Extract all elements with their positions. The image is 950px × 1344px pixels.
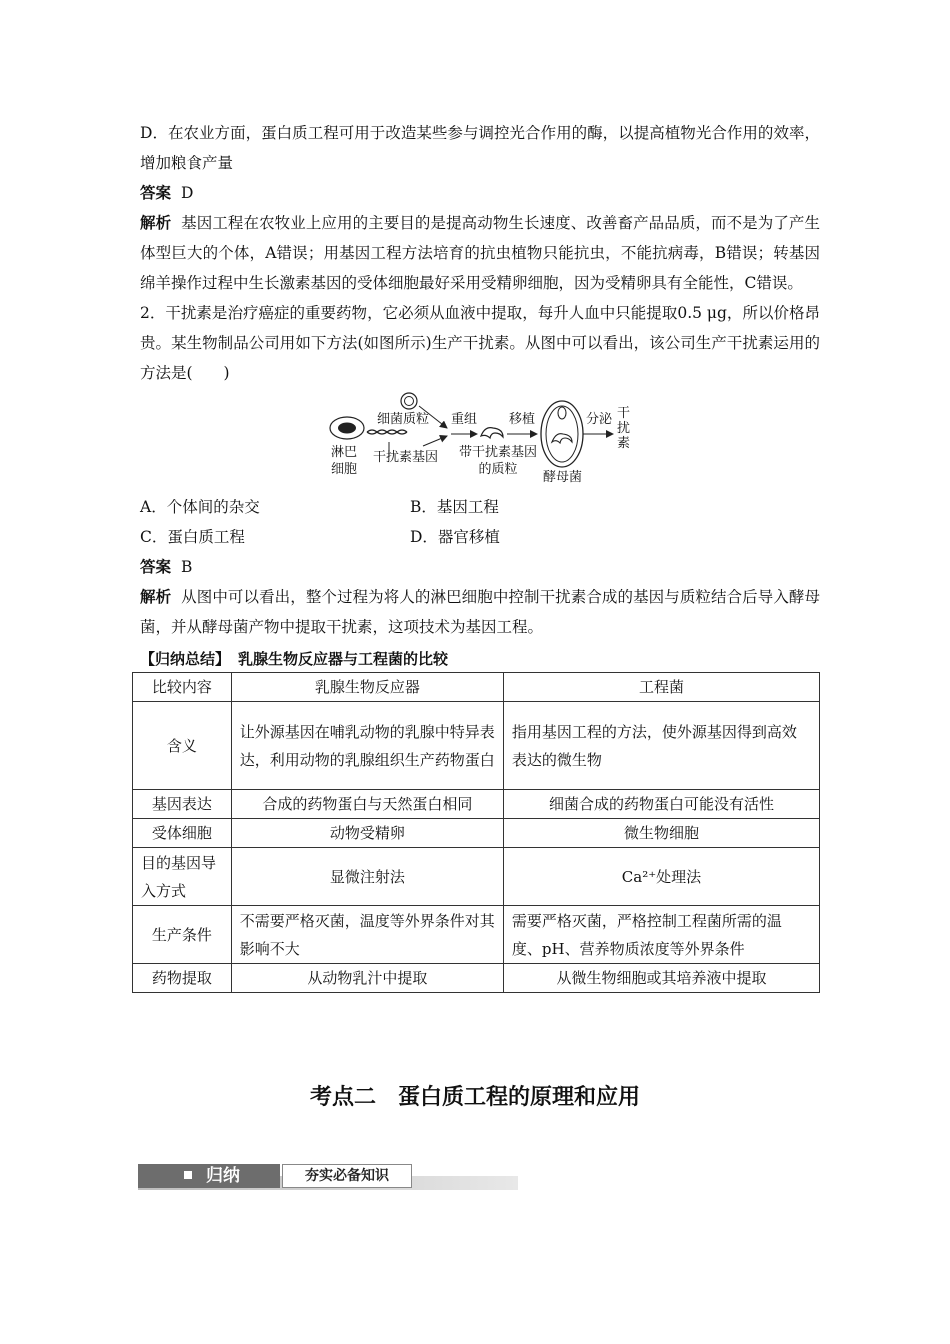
table-cell: 合成的药物蛋白与天然蛋白相同 — [231, 790, 503, 819]
section-banner — [138, 1162, 518, 1192]
answer-value: B — [181, 558, 193, 576]
q2-options-row-1 — [140, 492, 820, 522]
banner-left — [138, 1164, 280, 1188]
document-body — [140, 118, 820, 993]
table-cell: 需要严格灭菌，严格控制工程菌所需的温度、pH、营养物质浓度等外界条件 — [503, 906, 819, 964]
answer-value: D — [181, 184, 194, 202]
square-bullet-icon — [184, 1171, 192, 1179]
q2-option-a: A．个体间的杂交 — [140, 498, 260, 516]
analysis-text: 从图中可以看出，整个过程为将人的淋巴细胞中控制干扰素合成的基因与质粒结合后导入酵母菌，并从酵母菌产物中提取干扰素，这项技术为基因工程。 — [140, 588, 820, 636]
analysis-label: 解析 — [140, 214, 172, 232]
answer-label: 答案 — [140, 184, 172, 202]
row-label: 目的基因导入方式 — [133, 848, 232, 906]
row-label: 含义 — [133, 702, 232, 790]
table-cell: 从动物乳汁中提取 — [231, 964, 503, 993]
table-row — [133, 848, 820, 906]
label-plasmid: 细菌质粒 — [377, 412, 430, 427]
table-cell: 不需要严格灭菌，温度等外界条件对其影响不大 — [231, 906, 503, 964]
q2-options-row-2 — [140, 522, 820, 552]
q1-analysis — [140, 208, 820, 298]
label-lymph-cell: 淋巴细胞 — [331, 445, 358, 477]
table-cell: 从微生物细胞或其培养液中提取 — [503, 964, 819, 993]
table-cell: 显微注射法 — [231, 848, 503, 906]
interferon-process-diagram — [327, 390, 647, 490]
label-recombinant-plasmid: 带干扰素基因的质粒 — [458, 445, 537, 477]
nucleus-icon — [338, 423, 356, 434]
row-label: 基因表达 — [133, 790, 232, 819]
label-transplant: 移植 — [509, 412, 536, 427]
label-recombine: 重组 — [451, 412, 478, 427]
table-cell: 细菌合成的药物蛋白可能没有活性 — [503, 790, 819, 819]
label-gene: 干扰素基因 — [373, 450, 439, 465]
row-label: 受体细胞 — [133, 819, 232, 848]
analysis-text: 基因工程在农牧业上应用的主要目的是提高动物生长速度、改善畜产品品质，而不是为了产生体型巨大的个体，A错误；用基因工程方法培育的抗虫植物只能抗虫，不能抗病毒，B错误；转基因绵羊操作过程中生长激素基因的受体细胞最好采用受精卵细胞，因为受精卵具有全能性，C错误。 — [140, 214, 820, 292]
table-cell: 让外源基因在哺乳动物的乳腺中特异表达，利用动物的乳腺组织生产药物蛋白 — [231, 702, 503, 790]
label-product: 干扰素 — [617, 406, 631, 451]
q2-analysis — [140, 582, 820, 642]
comparison-table — [132, 672, 820, 993]
label-yeast: 酵母菌 — [543, 470, 583, 485]
table-row — [133, 906, 820, 964]
table-cell: 微生物细胞 — [503, 819, 819, 848]
q2-option-c: C．蛋白质工程 — [140, 528, 245, 546]
header-cell: 乳腺生物反应器 — [231, 673, 503, 702]
table-header-row — [133, 673, 820, 702]
q2-answer — [140, 552, 820, 582]
table-row — [133, 819, 820, 848]
banner-left-label: 归纳 — [206, 1166, 240, 1186]
answer-label: 答案 — [140, 558, 172, 576]
label-secrete: 分泌 — [586, 412, 613, 427]
summary-title — [140, 646, 820, 672]
banner-right: 夯实必备知识 — [282, 1164, 412, 1188]
header-cell: 比较内容 — [133, 673, 232, 702]
q1-option-d: D．在农业方面，蛋白质工程可用于改造某些参与调控光合作用的酶，以提高植物光合作用的效率，增加粮食产量 — [140, 124, 820, 172]
row-label: 生产条件 — [133, 906, 232, 964]
table-row — [133, 702, 820, 790]
q2-option-b: B．基因工程 — [410, 498, 499, 516]
summary-label: 【归纳总结】 — [140, 650, 231, 668]
q2-stem: 2．干扰素是治疗癌症的重要药物，它必须从血液中提取，每升人血中只能提取0.5 μg，所以价格昂贵。某生物制品公司用如下方法(如图所示)生产干扰素。从图中可以看出，该公司生产干扰素运用的方法是( ) — [140, 304, 820, 382]
row-label: 药物提取 — [133, 964, 232, 993]
table-cell: 指用基因工程的方法，使外源基因得到高效表达的微生物 — [503, 702, 819, 790]
table-row — [133, 964, 820, 993]
q2-option-d: D．器官移植 — [410, 528, 500, 546]
table-cell: 动物受精卵 — [231, 819, 503, 848]
recombinant-plasmid-icon — [481, 428, 503, 438]
table-row — [133, 790, 820, 819]
analysis-label: 解析 — [140, 588, 172, 606]
summary-title-text: 乳腺生物反应器与工程菌的比较 — [238, 650, 449, 668]
q1-answer — [140, 178, 820, 208]
plasmid-icon — [401, 393, 417, 409]
section-heading: 考点二 蛋白质工程的原理和应用 — [309, 1085, 640, 1110]
table-cell: Ca²⁺处理法 — [503, 848, 819, 906]
header-cell: 工程菌 — [503, 673, 819, 702]
